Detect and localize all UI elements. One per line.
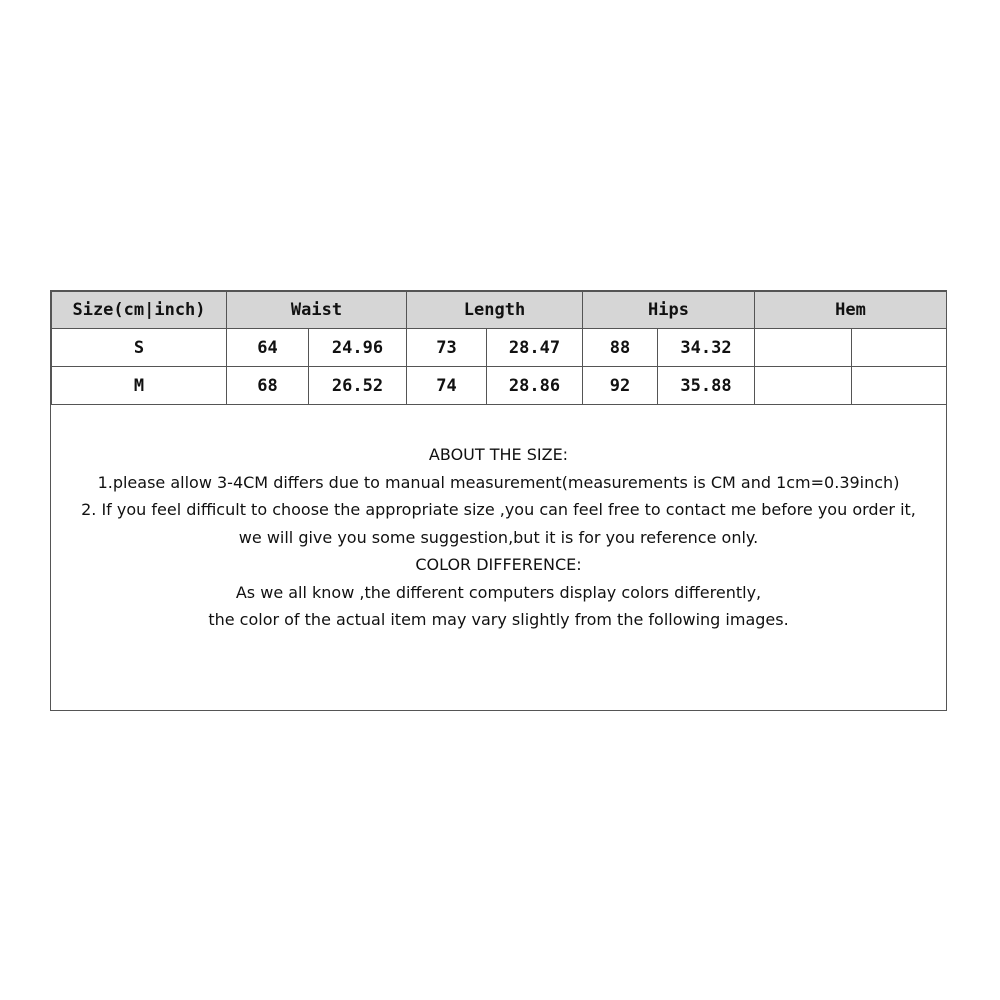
cell-waist-cm: 68: [227, 367, 309, 405]
size-notes: [51, 441, 946, 634]
header-size: Size(cm|inch): [52, 292, 227, 329]
cell-hem-inch: [852, 367, 947, 405]
cell-hem-cm: [755, 367, 852, 405]
cell-hips-cm: 88: [583, 329, 658, 367]
cell-waist-inch: 26.52: [309, 367, 407, 405]
about-size-heading: ABOUT THE SIZE:: [428, 445, 569, 464]
cell-waist-inch: 24.96: [309, 329, 407, 367]
note-line: the color of the actual item may vary slightly from the following images.: [208, 610, 789, 629]
cell-waist-cm: 64: [227, 329, 309, 367]
cell-length-cm: 74: [407, 367, 487, 405]
header-length: Length: [407, 292, 583, 329]
cell-size: M: [52, 367, 227, 405]
cell-size: S: [52, 329, 227, 367]
cell-length-inch: 28.86: [487, 367, 583, 405]
cell-hips-inch: 35.88: [658, 367, 755, 405]
header-hem: Hem: [755, 292, 947, 329]
header-hips: Hips: [583, 292, 755, 329]
table-row: [52, 367, 947, 405]
note-line: As we all know ,the different computers display colors differently,: [235, 582, 762, 602]
cell-hem-cm: [755, 329, 852, 367]
table-row: [52, 329, 947, 367]
size-table: [51, 291, 947, 405]
cell-length-inch: 28.47: [487, 329, 583, 367]
cell-hips-inch: 34.32: [658, 329, 755, 367]
note-line: 2. If you feel difficult to choose the appropriate size ,you can feel free to contact me before you order it,: [81, 500, 916, 519]
cell-hips-cm: 92: [583, 367, 658, 405]
cell-length-cm: 73: [407, 329, 487, 367]
table-header-row: [52, 292, 947, 329]
cell-hem-inch: [852, 329, 947, 367]
note-line: we will give you some suggestion,but it is for you reference only.: [238, 527, 759, 547]
color-difference-heading: COLOR DIFFERENCE:: [415, 555, 582, 574]
size-chart: [50, 290, 947, 711]
note-line: 1.please allow 3-4CM differs due to manual measurement(measurements is CM and 1cm=0.39inch): [97, 472, 900, 492]
header-waist: Waist: [227, 292, 407, 329]
